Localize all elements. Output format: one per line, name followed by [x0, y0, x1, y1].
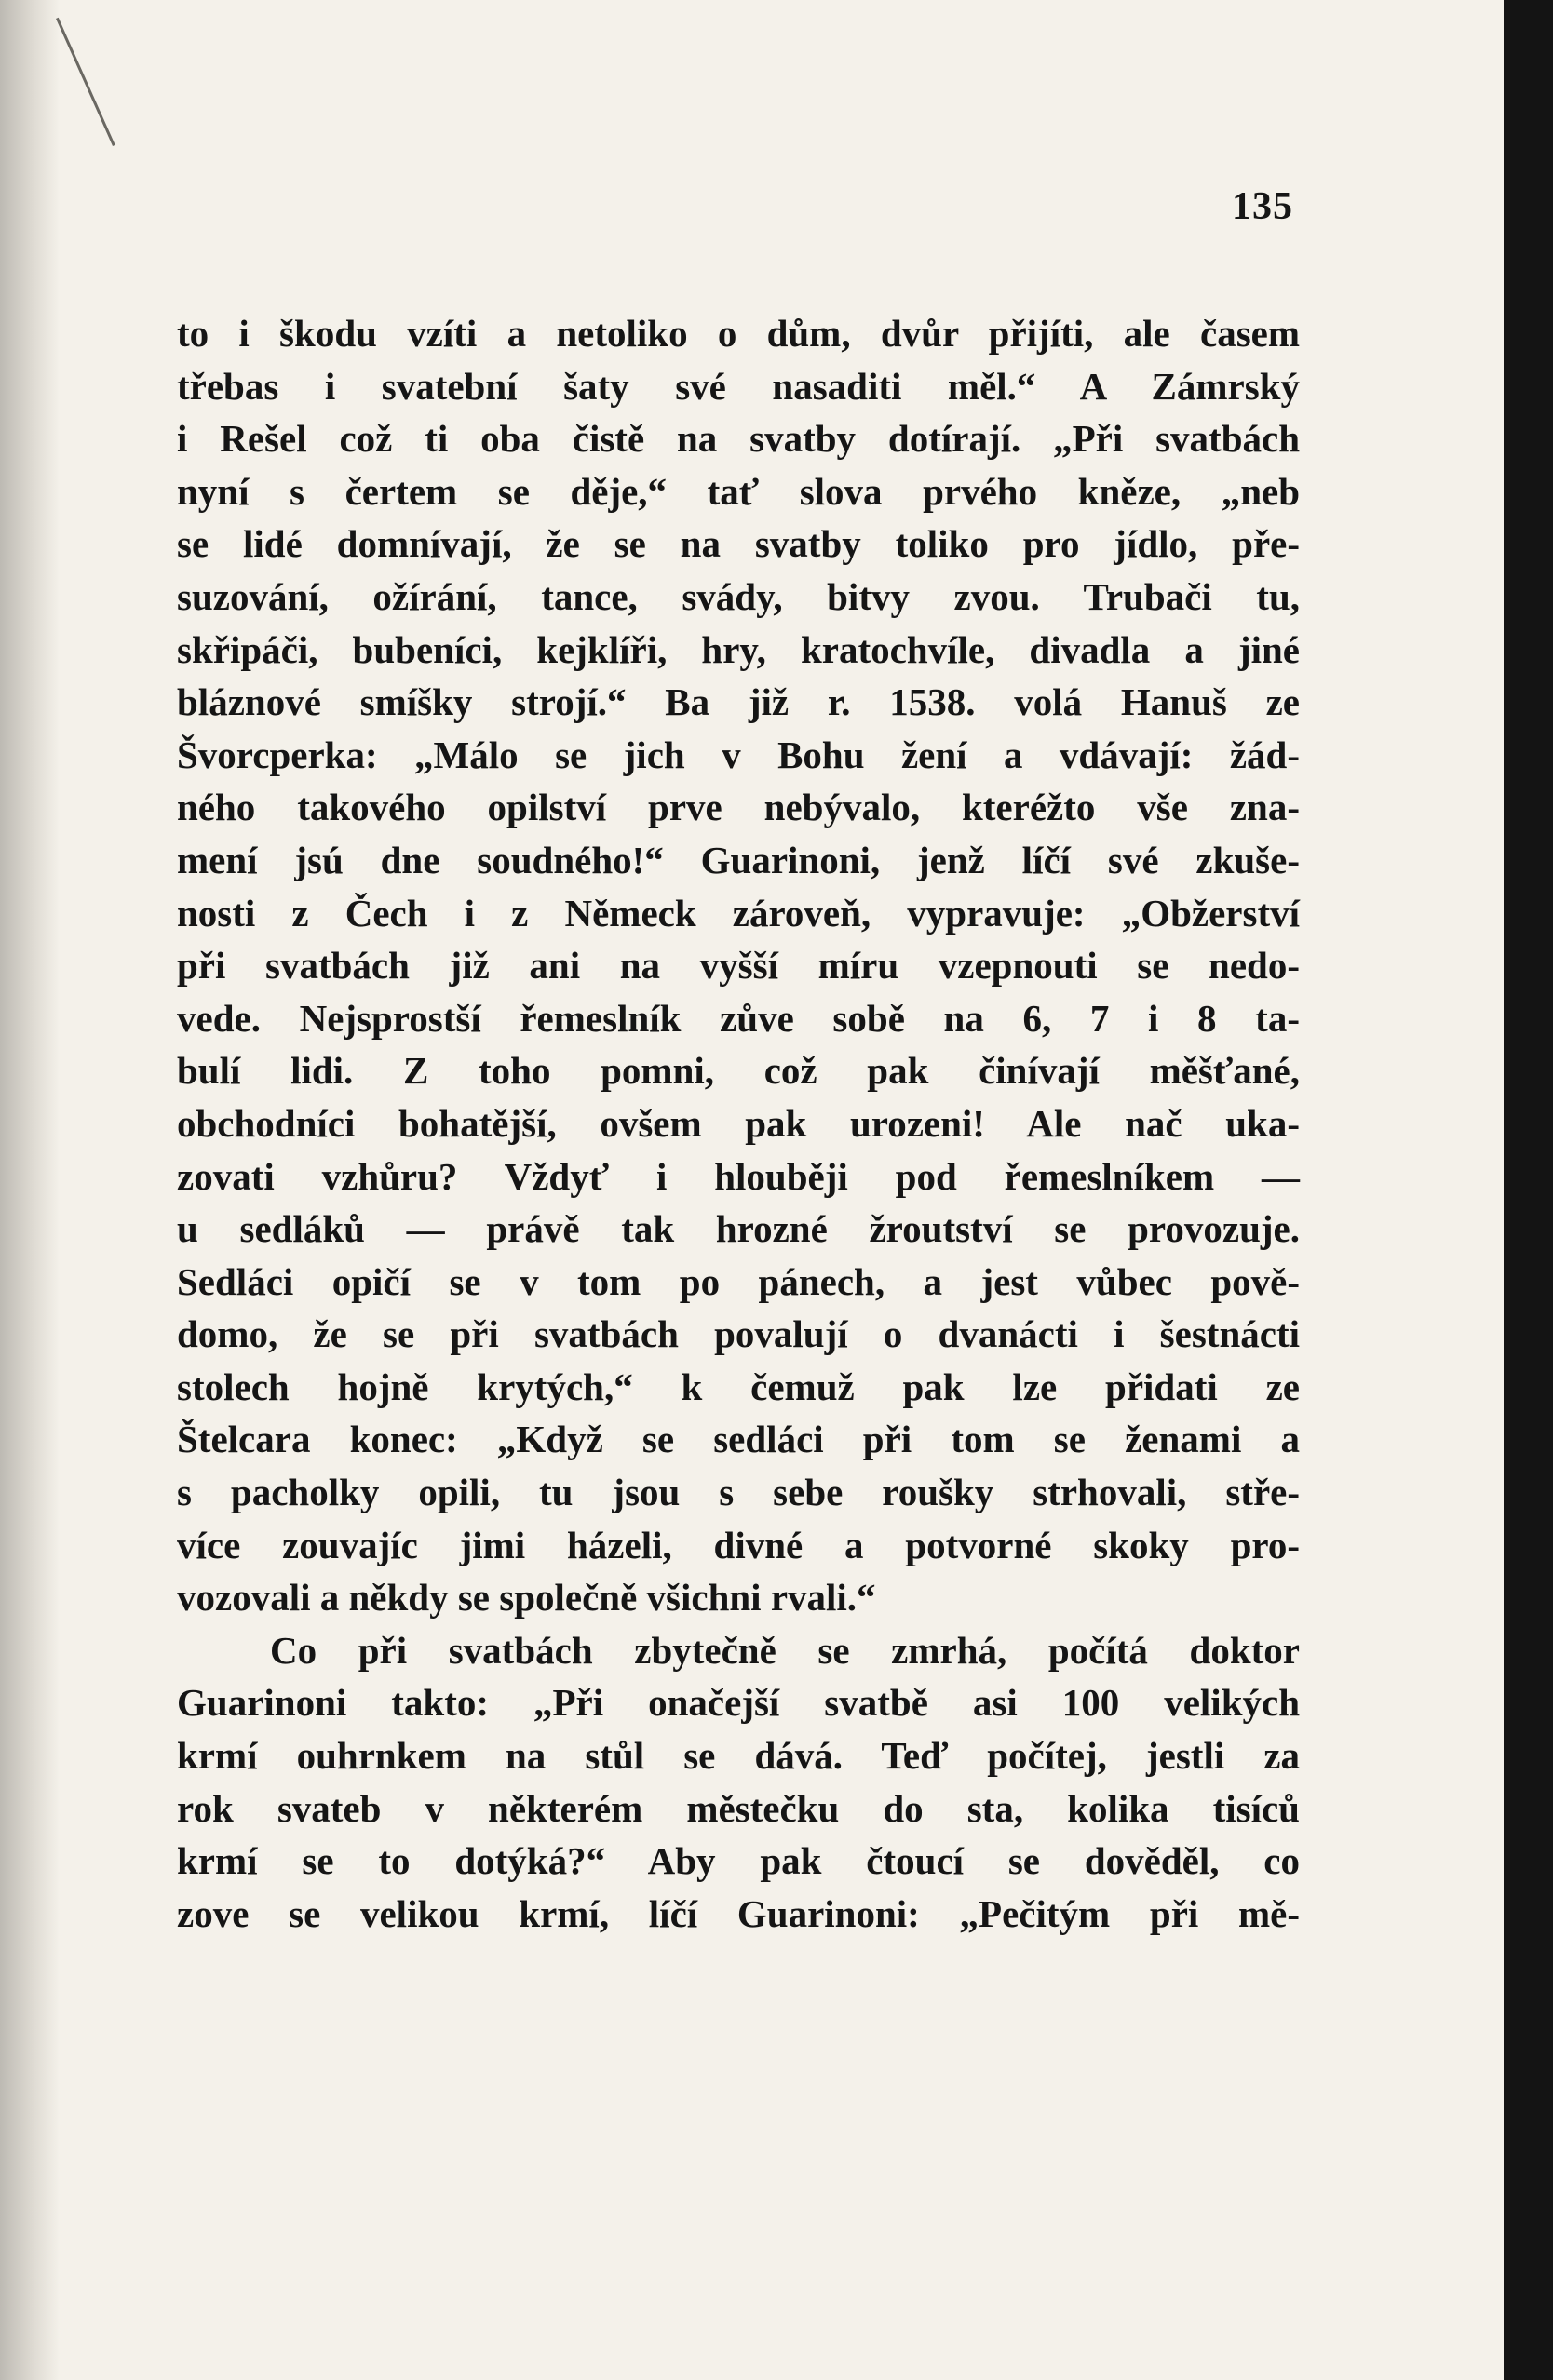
text-line: nosti z Čech i z Německ zároveň, vypravuje: „Obžerství	[177, 891, 1300, 935]
text-line: mení jsú dne soudného!“ Guarinoni, jenž líčí své zkuše-	[177, 838, 1300, 881]
text-line: při svatbách již ani na vyšší míru vzepnouti se nedo-	[177, 944, 1300, 988]
page-crease	[56, 18, 115, 146]
text-line: u sedláků — právě tak hrozné žroutství se provozuje.	[177, 1207, 1300, 1251]
text-line: to i škodu vzíti a netoliko o dům, dvůr přijíti, ale časem	[177, 312, 1300, 355]
text-line: více zouvajíc jimi házeli, divné a potvorné skoky pro-	[177, 1523, 1300, 1566]
page-number: 135	[1232, 185, 1293, 228]
text-line: Co při svatbách zbytečně se zmrhá, počítá doktor	[270, 1628, 1300, 1672]
text-line: Švorcperka: „Málo se jich v Bohu žení a vdávají: žád-	[177, 733, 1300, 776]
text-line: se lidé domnívají, že se na svatby toliko pro jídlo, pře-	[177, 522, 1300, 566]
text-line: stolech hojně krytých,“ k čemuž pak lze přidati ze	[177, 1365, 1300, 1408]
text-line: vede. Nejsprostší řemeslník zůve sobě na 6, 7 i 8 ta-	[177, 996, 1300, 1040]
text-line: Štelcara konec: „Když se sedláci při tom se ženami a	[177, 1418, 1300, 1461]
text-line: vozovali a někdy se společně všichni rvali.“	[177, 1576, 876, 1620]
text-line: suzování, ožírání, tance, svády, bitvy zvou. Trubači tu,	[177, 574, 1300, 618]
text-line: domo, že se při svatbách povalují o dvanácti i šestnácti	[177, 1312, 1300, 1356]
text-line: krmí se to dotýká?“ Aby pak čtoucí se dověděl, co	[177, 1839, 1300, 1883]
text-line: třebas i svatební šaty své nasaditi měl.“ A Zámrský	[177, 364, 1300, 408]
text-line: Sedláci opičí se v tom po pánech, a jest vůbec pově-	[177, 1259, 1300, 1303]
text-line: rok svateb v některém městečku do sta, kolika tisíců	[177, 1786, 1300, 1830]
text-line: bláznové smíšky strojí.“ Ba již r. 1538. volá Hanuš ze	[177, 680, 1300, 724]
text-line: obchodníci bohatější, ovšem pak urozeni! Ale nač uka-	[177, 1101, 1300, 1145]
text-line: zove se velikou krmí, líčí Guarinoni: „Pečitým při mě-	[177, 1891, 1300, 1935]
text-line: bulí lidi. Z toho pomni, což pak činívají měšťané,	[177, 1049, 1300, 1093]
binding-shadow	[0, 0, 60, 2380]
text-line: skřipáči, bubeníci, kejklíři, hry, kratochvíle, divadla a jiné	[177, 627, 1300, 671]
text-line: zovati vzhůru? Vždyť i hlouběji pod řemeslníkem —	[177, 1154, 1300, 1198]
text-line: s pacholky opili, tu jsou s sebe roušky strhovali, stře-	[177, 1471, 1300, 1514]
text-line: nyní s čertem se děje,“ tať slova prvého kněze, „neb	[177, 469, 1300, 513]
text-line: ného takového opilství prve nebývalo, kteréžto vše zna-	[177, 786, 1300, 829]
text-line: krmí ouhrnkem na stůl se dává. Teď počítej, jestli za	[177, 1734, 1300, 1778]
text-line: i Rešel což ti oba čistě na svatby dotírají. „Při svatbách	[177, 417, 1300, 461]
text-line: Guarinoni takto: „Při onačejší svatbě asi 100 velikých	[177, 1681, 1300, 1725]
body-text	[177, 307, 1300, 1940]
